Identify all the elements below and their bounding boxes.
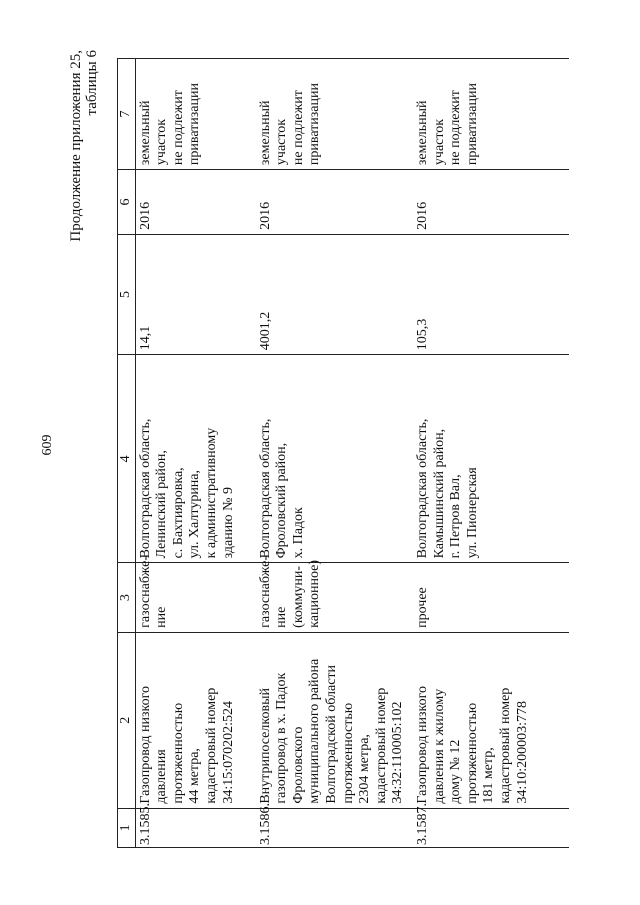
page-number: 609 (40, 434, 55, 456)
header-col-5: 5 (118, 234, 136, 354)
table-header-row (118, 59, 136, 848)
object-name: Газопровод низкого давления к жилому дому № 12 протяженностью 181 метр, кадастровый номер 34:10:200003:778 (413, 632, 569, 808)
object-note: земельный участок не подлежит приватизации (135, 59, 256, 170)
row-number: 3.1586. (256, 808, 413, 847)
object-address: Волгоградская область, Ленинский район, с. Бахтияровка, ул. Халтурина, к административному зданию № 9 (135, 355, 256, 563)
row-number: 3.1585. (135, 808, 256, 847)
object-value: 105,3 (413, 234, 569, 354)
table-row (256, 59, 413, 848)
object-address: Волгоградская область, Фроловский район, х. Падок (256, 355, 413, 563)
table-row (413, 59, 569, 848)
object-type: прочее (413, 563, 569, 632)
header-col-1: 1 (118, 808, 136, 847)
header-col-3: 3 (118, 563, 136, 632)
header-col-6: 6 (118, 170, 136, 235)
continuation-title (68, 50, 100, 242)
object-year: 2016 (256, 170, 413, 235)
header-col-4: 4 (118, 355, 136, 563)
object-name: Внутрипоселковый газопровод в х. Падок Фроловского муниципального района Волгоградской области протяженностью 2304 метра, кадастровый номер 34:32:110005:102 (256, 632, 413, 808)
continuation-title-line2: таблицы 6 (84, 50, 100, 116)
registry-table (117, 58, 569, 848)
row-number: 3.1587. (413, 808, 569, 847)
object-value: 14,1 (135, 234, 256, 354)
object-value: 4001,2 (256, 234, 413, 354)
object-year: 2016 (135, 170, 256, 235)
object-type: газоснабже- ние (коммуни- кационное) (256, 563, 413, 632)
object-note: земельный участок не подлежит приватизации (413, 59, 569, 170)
object-address: Волгоградская область, Камышинский район, г. Петров Вал, ул. Пионерская (413, 355, 569, 563)
table-row (135, 59, 256, 848)
object-name: Газопровод низкого давления протяженностью 44 метра, кадастровый номер 34:15:070202:524 (135, 632, 256, 808)
continuation-title-line1: Продолжение приложения 25, (68, 50, 84, 242)
object-note: земельный участок не подлежит приватизации (256, 59, 413, 170)
object-year: 2016 (413, 170, 569, 235)
header-col-7: 7 (118, 59, 136, 170)
header-col-2: 2 (118, 632, 136, 808)
object-type: газоснабже- ние (135, 563, 256, 632)
